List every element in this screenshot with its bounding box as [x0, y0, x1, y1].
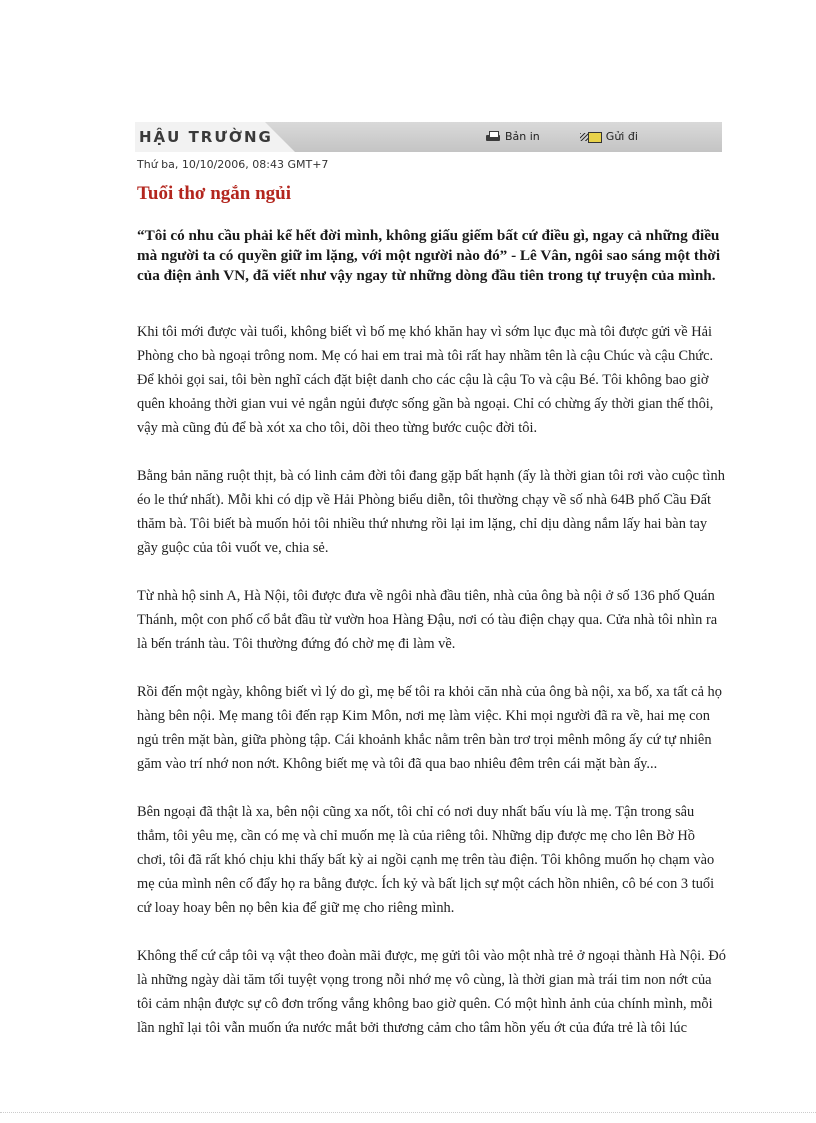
print-button[interactable] — [485, 130, 540, 143]
page-bottom-divider — [0, 1112, 816, 1113]
printer-icon — [485, 131, 501, 143]
paragraph: Từ nhà hộ sinh A, Hà Nội, tôi được đưa về ngôi nhà đầu tiên, nhà của ông bà nội ở số 136 phố Quán Thánh, một con phố cổ bắt đầu từ vườn hoa Hàng Đậu, nơi có tàu điện chạy qua. Cửa nhà tôi nhìn ra là bến tránh tàu. Tôi thường đứng đó chờ mẹ đi làm về. — [137, 588, 718, 652]
article-date: Thứ ba, 10/10/2006, 08:43 GMT+7 — [137, 158, 329, 171]
paragraph: Khi tôi mới được vài tuổi, không biết vì bố mẹ khó khăn hay vì sớm lục đục mà tôi được gửi về Hải Phòng cho bà ngoại trông nom. Mẹ có hai em trai mà tôi rất hay nhầm tên là cậu Chúc và cậu Chức. Để khỏi gọi sai, tôi bèn nghĩ cách đặt biệt danh cho các cậu là cậu To và cậu Bé. Tôi không bao giờ quên khoảng thời gian vui vẻ ngắn ngủi được sống gần bà ngoại. Chỉ có chừng ấy thời gian thế thôi, vậy mà cũng đủ để bà xót xa cho tôi, dõi theo từng bước cuộc đời tôi. — [137, 324, 714, 436]
mail-icon — [580, 131, 602, 143]
print-label: Bản in — [505, 130, 540, 143]
send-label: Gửi đi — [605, 130, 638, 143]
paragraph: Bằng bản năng ruột thịt, bà có linh cảm đời tôi đang gặp bất hạnh (ấy là thời gian tôi rơi vào cuộc tình éo le thứ nhất). Mỗi khi có dịp về Hải Phòng biểu diễn, tôi thường chạy về số nhà 64B phố Cầu Đất thăm bà. Tôi biết bà muốn hỏi tôi nhiều thứ nhưng rồi lại im lặng, chỉ dịu dàng nắm lấy hai bàn tay gầy guộc của tôi vuốt ve, chia sẻ. — [137, 468, 725, 556]
header-actions — [485, 130, 638, 143]
section-header-bar — [135, 122, 722, 152]
send-button[interactable] — [580, 130, 638, 143]
section-title: HẬU TRƯỜNG — [139, 128, 273, 146]
article-title: Tuổi thơ ngắn ngủi — [137, 183, 291, 204]
paragraph: Bên ngoại đã thật là xa, bên nội cũng xa nốt, tôi chỉ có nơi duy nhất bấu víu là mẹ. Tận trong sâu thẳm, tôi yêu mẹ, cần có mẹ và chỉ muốn mẹ là của riêng tôi. Những dịp được mẹ cho lên Bờ Hồ chơi, tôi đã rất khó chịu khi thấy bất kỳ ai ngồi cạnh mẹ trên tàu điện. Tôi không muốn họ chạm vào mẹ của mình nên cố đẩy họ ra bằng được. Ích kỷ và bất lịch sự một cách hồn nhiên, cô bé con 3 tuổi cứ loay hoay bên nọ bên kia để giữ mẹ cho riêng mình. — [137, 804, 715, 916]
article-body — [137, 320, 727, 1064]
paragraph: Rồi đến một ngày, không biết vì lý do gì, mẹ bế tôi ra khỏi căn nhà của ông bà nội, xa bố, xa tất cả họ hàng bên nội. Mẹ mang tôi đến rạp Kim Môn, nơi mẹ làm việc. Khi mọi người đã ra về, hai mẹ con ngủ trên mặt bàn, giữa phòng tập. Cái khoảnh khắc nằm trên bàn trơ trọi mênh mông ấy cứ tự nhiên găm vào trí nhớ non nớt. Không biết mẹ và tôi đã qua bao nhiêu đêm trên cái mặt bàn ấy... — [137, 684, 722, 772]
paragraph: Không thể cứ cắp tôi vạ vật theo đoàn mãi được, mẹ gửi tôi vào một nhà trẻ ở ngoại thành Hà Nội. Đó là những ngày dài tăm tối tuyệt vọng trong nỗi nhớ mẹ vô cùng, là thời gian mà trái tim non nớt của tôi cảm nhận được sự cô đơn trống vắng không bao giờ quên. Có một hình ảnh của chính mình, mỗi lần nghĩ lại tôi vẫn muốn ứa nước mắt bởi thương cảm cho tâm hồn yếu ớt của đứa trẻ là tôi lúc — [137, 948, 726, 1036]
article-lead: “Tôi có nhu cầu phải kể hết đời mình, không giấu giếm bất cứ điều gì, ngay cả những điều mà người ta có quyền giữ im lặng, với một người nào đó” - Lê Vân, ngôi sao sáng một thời của điện ảnh VN, đã viết như vậy ngay từ những dòng đầu tiên trong tự truyện của mình. — [137, 227, 721, 284]
